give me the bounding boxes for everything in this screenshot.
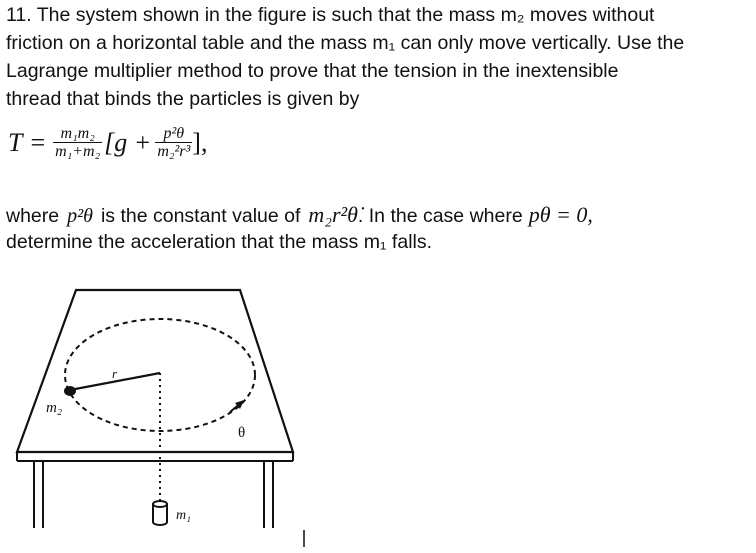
label-theta: θ bbox=[238, 425, 246, 441]
label-m2: m₂ bbox=[46, 400, 63, 416]
formula-equals: = bbox=[30, 128, 46, 157]
mass-m2 bbox=[64, 386, 76, 396]
label-m1: m₁ bbox=[176, 508, 191, 523]
case-where-text: . In the case where bbox=[357, 205, 523, 227]
p-theta-zero: pθ = 0, bbox=[528, 202, 593, 227]
formula-lhs: T bbox=[8, 128, 23, 157]
momentum-fraction-denominator: m₂²r³ bbox=[157, 143, 191, 160]
problem-line-4: thread that binds the particles is given by bbox=[6, 88, 360, 110]
mass-fraction-denominator: m₁+m₂ bbox=[55, 143, 101, 160]
problem-line-7: determine the acceleration that the mass m₁ falls. bbox=[6, 231, 433, 253]
problem-line-3: Lagrange multiplier method to prove that the tension in the inextensible bbox=[6, 60, 619, 82]
formula-bracket-open: [g + bbox=[104, 128, 152, 157]
problem-line-2: friction on a horizontal table and the mass m₁ can only move vertically. Use the bbox=[6, 32, 685, 54]
angular-momentum-expression: m₂r²θ̇ bbox=[308, 202, 358, 227]
p-theta-squared: p²θ bbox=[67, 205, 93, 227]
mass-m1 bbox=[153, 501, 167, 525]
formula-bracket-close: ], bbox=[192, 128, 208, 157]
problem-line-1: 11. The system shown in the figure is such that the mass m₂ moves without bbox=[6, 4, 655, 26]
label-r: r bbox=[112, 366, 118, 381]
momentum-fraction-numerator: p²θ bbox=[155, 126, 192, 143]
table-top bbox=[17, 290, 293, 452]
constant-value-text: is the constant value of bbox=[100, 205, 301, 227]
where-text: where bbox=[6, 205, 60, 227]
mass-fraction-numerator: m₁m₂ bbox=[53, 126, 102, 143]
